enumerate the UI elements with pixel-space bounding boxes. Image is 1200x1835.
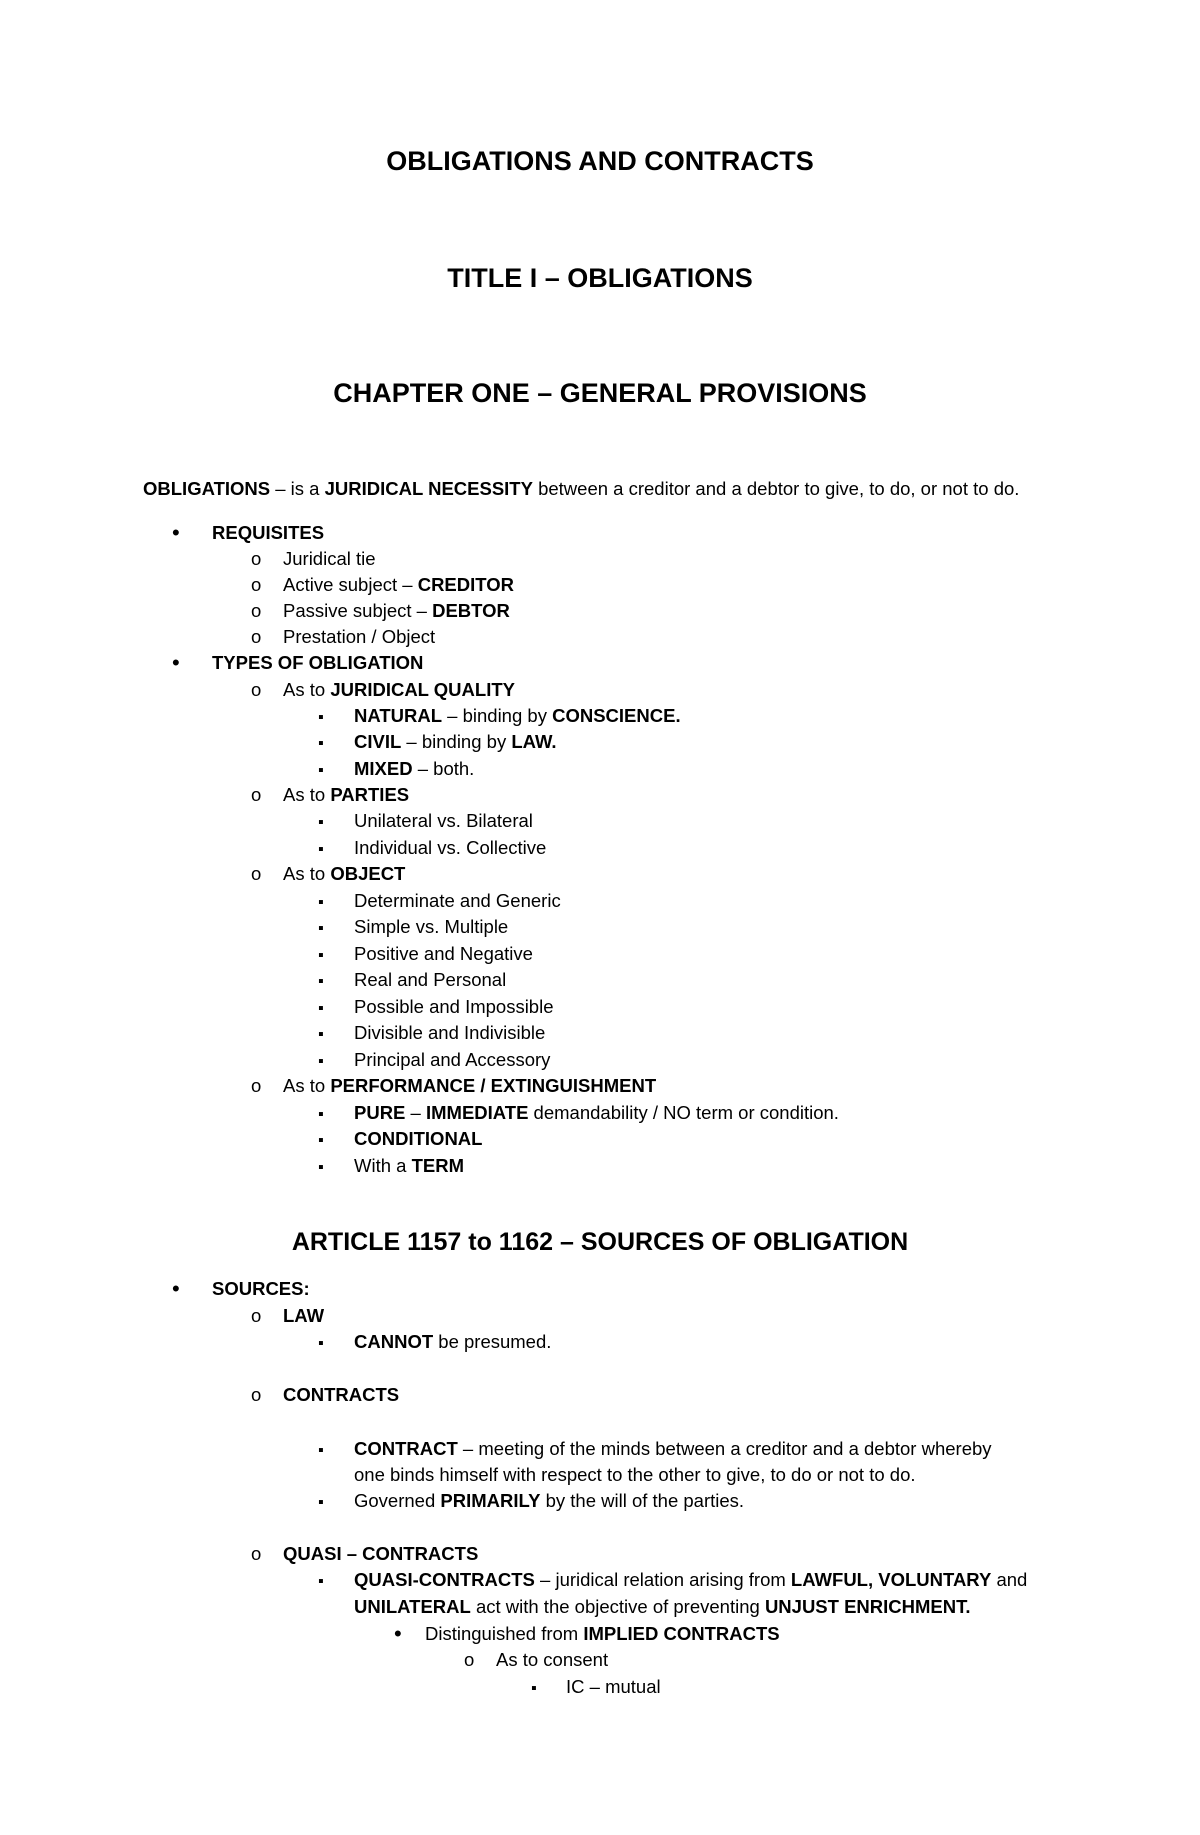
square-bullet-icon: [318, 888, 324, 916]
square-bullet-icon: [318, 1153, 324, 1181]
list-item: With a TERM: [354, 1155, 464, 1176]
square-bullet-icon: [318, 914, 324, 942]
list-item: Simple vs. Multiple: [354, 916, 509, 937]
types-heading: TYPES OF OBLIGATION: [212, 652, 424, 673]
list-item: As to OBJECT: [283, 863, 406, 884]
document-title: OBLIGATIONS AND CONTRACTS: [386, 146, 814, 176]
circle-bullet-icon: [251, 546, 261, 572]
list-item: Unilateral vs. Bilateral: [354, 810, 533, 831]
list-item: Determinate and Generic: [354, 890, 561, 911]
list-item: CANNOT be presumed.: [354, 1331, 552, 1352]
list-item: Governed PRIMARILY by the will of the parties.: [354, 1490, 745, 1511]
obligation-definition: OBLIGATIONS – is a JURIDICAL NECESSITY between a creditor and a debtor to give, to do, or not to do.: [143, 478, 1020, 499]
circle-bullet-icon: [251, 677, 261, 703]
square-bullet-icon: [318, 756, 324, 784]
list-item: LAW: [283, 1305, 325, 1326]
list-item: QUASI-CONTRACTS – juridical relation arising from LAWFUL, VOLUNTARY and: [354, 1569, 1028, 1590]
sources-heading: SOURCES:: [212, 1278, 310, 1299]
list-item: Prestation / Object: [283, 626, 436, 647]
circle-bullet-icon: [251, 572, 261, 598]
square-bullet-icon: [318, 1567, 324, 1595]
list-item: CIVIL – binding by LAW.: [354, 731, 557, 752]
list-item: CONTRACTS: [283, 1384, 400, 1405]
bullet-icon: [394, 1621, 402, 1648]
list-item: CONDITIONAL: [354, 1128, 483, 1149]
requisites-heading: REQUISITES: [212, 522, 325, 543]
circle-bullet-icon: [464, 1647, 474, 1673]
list-item: Principal and Accessory: [354, 1049, 551, 1070]
square-bullet-icon: [318, 703, 324, 731]
square-bullet-icon: [318, 1329, 324, 1357]
square-bullet-icon: [318, 808, 324, 836]
square-bullet-icon: [318, 835, 324, 863]
list-item: Distinguished from IMPLIED CONTRACTS: [425, 1623, 780, 1644]
circle-bullet-icon: [251, 598, 261, 624]
list-item-continuation: UNILATERAL act with the objective of preventing UNJUST ENRICHMENT.: [354, 1596, 971, 1617]
list-item: As to consent: [496, 1649, 609, 1670]
square-bullet-icon: [318, 1100, 324, 1128]
list-item: Real and Personal: [354, 969, 507, 990]
square-bullet-icon: [318, 729, 324, 757]
circle-bullet-icon: [251, 1382, 261, 1408]
square-bullet-icon: [318, 1126, 324, 1154]
square-bullet-icon: [531, 1674, 537, 1702]
list-item: Divisible and Indivisible: [354, 1022, 546, 1043]
list-item: Positive and Negative: [354, 943, 533, 964]
circle-bullet-icon: [251, 624, 261, 650]
circle-bullet-icon: [251, 861, 261, 887]
article-heading: ARTICLE 1157 to 1162 – SOURCES OF OBLIGATION: [291, 1228, 909, 1256]
list-item: Juridical tie: [283, 548, 376, 569]
list-item: MIXED – both.: [354, 758, 475, 779]
list-item: Possible and Impossible: [354, 996, 554, 1017]
list-item: Passive subject – DEBTOR: [283, 600, 510, 621]
square-bullet-icon: [318, 1436, 324, 1464]
circle-bullet-icon: [251, 1541, 261, 1567]
circle-bullet-icon: [251, 782, 261, 808]
list-item: As to PERFORMANCE / EXTINGUISHMENT: [283, 1075, 657, 1096]
list-item: Active subject – CREDITOR: [283, 574, 514, 595]
list-item-continuation: one binds himself with respect to the other to give, to do or not to do.: [354, 1464, 916, 1485]
square-bullet-icon: [318, 1020, 324, 1048]
list-item: IC – mutual: [566, 1676, 661, 1697]
list-item: As to PARTIES: [283, 784, 410, 805]
list-item: QUASI – CONTRACTS: [283, 1543, 479, 1564]
chapter-heading: CHAPTER ONE – GENERAL PROVISIONS: [333, 378, 867, 408]
list-item: NATURAL – binding by CONSCIENCE.: [354, 705, 681, 726]
bullet-icon: [172, 650, 180, 677]
list-item: CONTRACT – meeting of the minds between a creditor and a debtor whereby: [354, 1438, 992, 1459]
bullet-icon: [172, 1276, 180, 1303]
square-bullet-icon: [318, 1488, 324, 1516]
title-heading: TITLE I – OBLIGATIONS: [447, 263, 753, 293]
square-bullet-icon: [318, 1047, 324, 1075]
list-item: PURE – IMMEDIATE demandability / NO term or condition.: [354, 1102, 839, 1123]
square-bullet-icon: [318, 994, 324, 1022]
square-bullet-icon: [318, 941, 324, 969]
square-bullet-icon: [318, 967, 324, 995]
circle-bullet-icon: [251, 1303, 261, 1329]
bullet-icon: [172, 520, 180, 547]
list-item: Individual vs. Collective: [354, 837, 547, 858]
list-item: As to JURIDICAL QUALITY: [283, 679, 515, 700]
circle-bullet-icon: [251, 1073, 261, 1099]
